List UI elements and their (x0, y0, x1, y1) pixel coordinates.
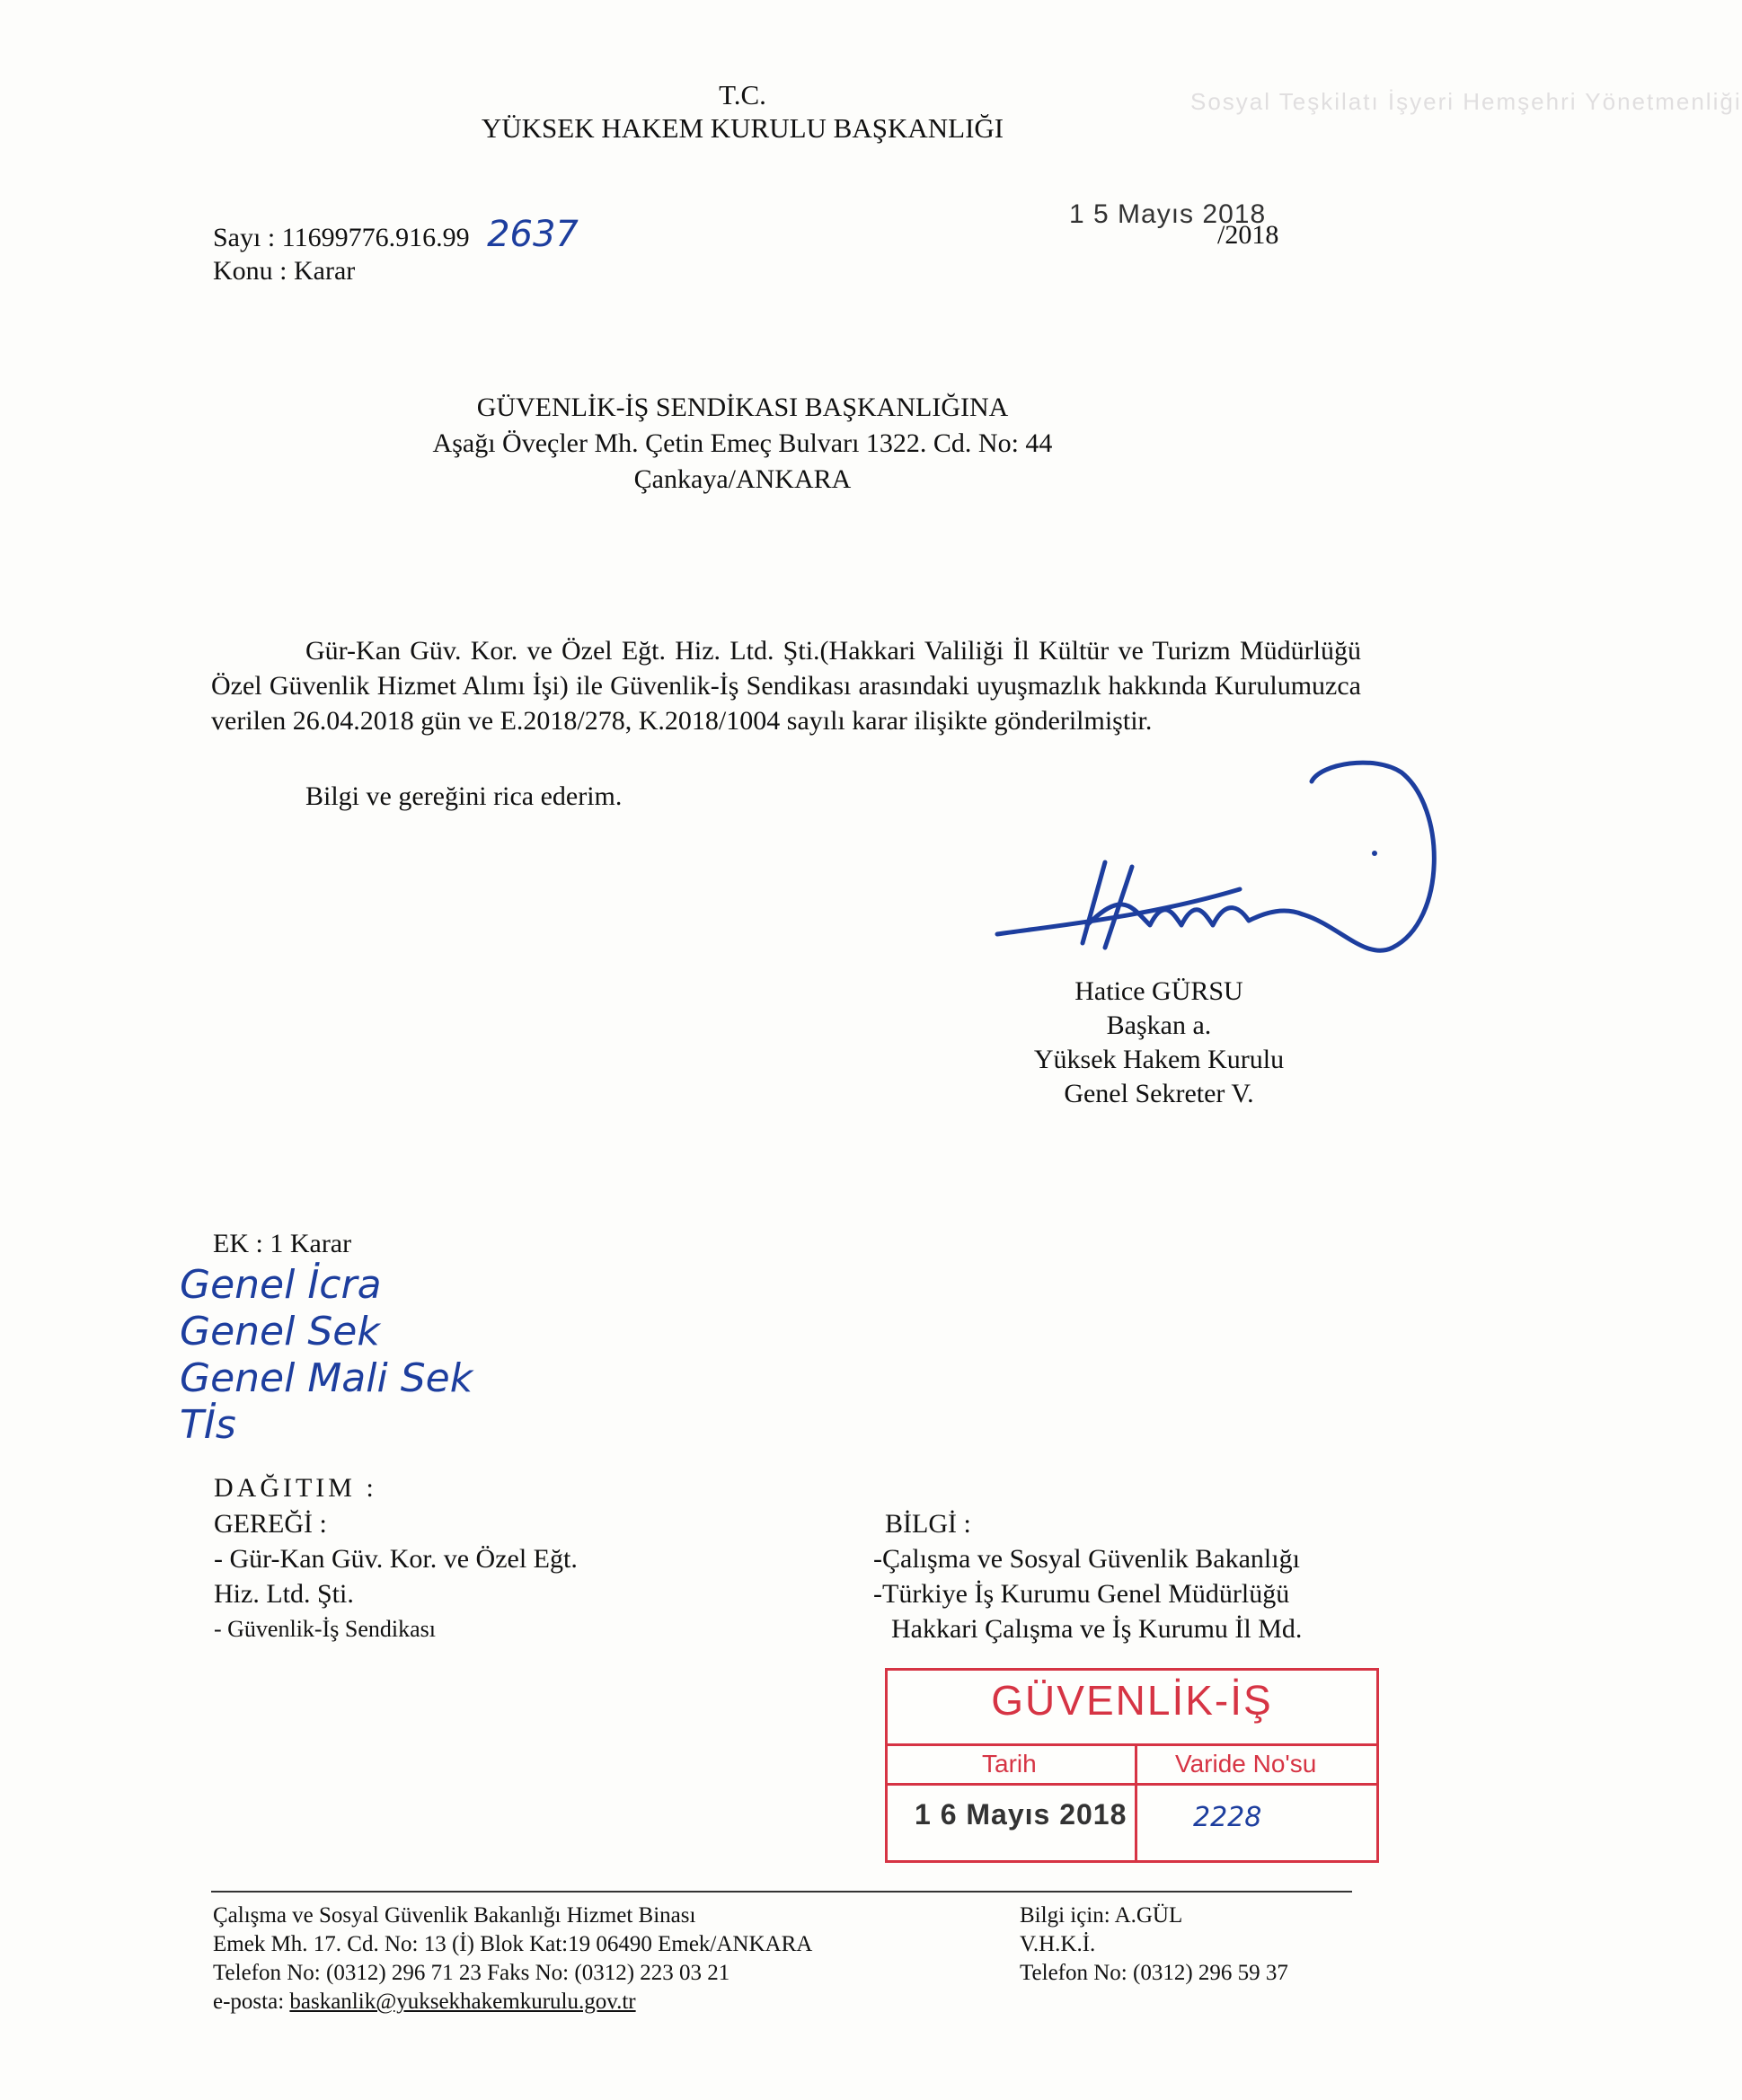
body-paragraph (211, 633, 1361, 738)
gerek-item: - Gür-Kan Güv. Kor. ve Özel Eğt. (214, 1544, 578, 1574)
signatory-title-3: Genel Sekreter V. (1064, 1079, 1254, 1108)
closing-line: Bilgi ve gereğini rica ederim. (305, 781, 623, 811)
header-tc: T.C. (719, 79, 766, 110)
gerek-item: Hiz. Ltd. Şti. (214, 1579, 354, 1609)
footer-line: Emek Mh. 17. Cd. No: 13 (İ) Blok Kat:19 06490 Emek/ANKARA (213, 1932, 813, 1956)
gerek-list (214, 1541, 578, 1646)
handwritten-note: Genel İcra (180, 1262, 382, 1308)
email-link[interactable]: baskanlik@yuksekhakemkurulu.gov.tr (289, 1990, 636, 2014)
recipient-address: Aşağı Öveçler Mh. Çetin Emeç Bulvarı 1322. Cd. No: 44 (432, 428, 1053, 458)
footer-contact-line: Telefon No: (0312) 296 59 37 (1020, 1961, 1288, 1985)
gerek-label: GEREĞİ : (214, 1509, 327, 1539)
recipient-city: Çankaya/ANKARA (633, 464, 852, 494)
handwritten-note: Tİs (180, 1402, 236, 1448)
sayi-value: : 11699776.916.99 (267, 223, 470, 252)
stamp-column-divider (1135, 1746, 1137, 1863)
receipt-stamp (885, 1668, 1379, 1863)
gerek-item: - Güvenlik-İş Sendikası (214, 1616, 436, 1642)
email-label: e-posta: (213, 1990, 285, 2014)
signatory-block (997, 975, 1321, 1111)
sayi-label: Sayı (213, 223, 261, 252)
bilgi-item: Hakkari Çalışma ve İş Kurumu İl Md. (891, 1614, 1303, 1644)
stamp-date-label: Tarih (982, 1750, 1037, 1778)
konu-label: Konu (213, 256, 273, 286)
footer-right (1020, 1901, 1288, 1988)
signatory-title-1: Başkan a. (1106, 1010, 1212, 1040)
footer-rule (211, 1891, 1352, 1893)
attachment-value: : 1 Karar (255, 1229, 352, 1258)
stamp-date-value: 1 6 Mayıs 2018 (915, 1798, 1127, 1831)
footer-email-row (213, 1988, 812, 2016)
signature-image (979, 754, 1446, 988)
date-stamp: 1 5 Mayıs 2018 (1069, 199, 1267, 229)
date-text: /2018 (1217, 220, 1279, 250)
bilgi-item: -Çalışma ve Sosyal Güvenlik Bakanlığı (873, 1544, 1300, 1574)
signatory-name: Hatice GÜRSU (1074, 976, 1243, 1006)
attachment-label: EK (213, 1229, 249, 1258)
konu-value: : Karar (279, 256, 356, 286)
konu-row (213, 253, 355, 288)
stamp-number-value: 2228 (1193, 1802, 1262, 1833)
footer-line: Telefon No: (0312) 296 71 23 Faks No: (0312) 223 03 21 (213, 1961, 730, 1985)
signatory-title-2: Yüksek Hakem Kurulu (1033, 1045, 1285, 1074)
recipient-name: GÜVENLİK-İŞ SENDİKASI BAŞKANLIĞINA (476, 393, 1009, 422)
stamp-number-label: Varide No'su (1175, 1750, 1317, 1778)
footer-contact-line: V.H.K.İ. (1020, 1932, 1096, 1956)
attachment-row (213, 1226, 351, 1261)
handwritten-notes (180, 1262, 473, 1449)
footer-line: Çalışma ve Sosyal Güvenlik Bakanlığı Hizmet Binası (213, 1903, 696, 1928)
stamp-divider (888, 1743, 1376, 1746)
sayi-row (213, 214, 579, 255)
footer-contact-line: Bilgi için: A.GÜL (1020, 1903, 1183, 1928)
faint-stamp: Sosyal Teşkilatı İşyeri Hemşehri Yönetmenliği (1190, 88, 1742, 115)
bilgi-item: -Türkiye İş Kurumu Genel Müdürlüğü (873, 1579, 1290, 1609)
handwritten-note: Genel Mali Sek (180, 1355, 473, 1401)
footer-left (213, 1901, 812, 2016)
distribution-title: DAĞITIM : (214, 1473, 377, 1503)
body-text: Gür-Kan Güv. Kor. ve Özel Eğt. Hiz. Ltd. Şti.(Hakkari Valiliği İl Kültür ve Turizm Müdürlüğü Özel Güvenlik Hizmet Alımı İşi) ile Güvenlik-İş Sendikası arasındaki uyuşmazlık hakkında Kurulumuzca verilen 26.04.2018 gün ve E.2018/278, K.2018/1004 sayılı karar ilişikte gönderilmiştir. (211, 636, 1361, 736)
stamp-title: GÜVENLİK-İŞ (991, 1677, 1273, 1724)
bilgi-list (873, 1541, 1302, 1646)
header-institution: YÜKSEK HAKEM KURULU BAŞKANLIĞI (481, 112, 1004, 144)
stamp-divider (888, 1783, 1376, 1786)
sayi-handwritten: 2637 (487, 214, 579, 255)
handwritten-note: Genel Sek (180, 1309, 380, 1354)
bilgi-label: BİLGİ : (885, 1509, 971, 1539)
